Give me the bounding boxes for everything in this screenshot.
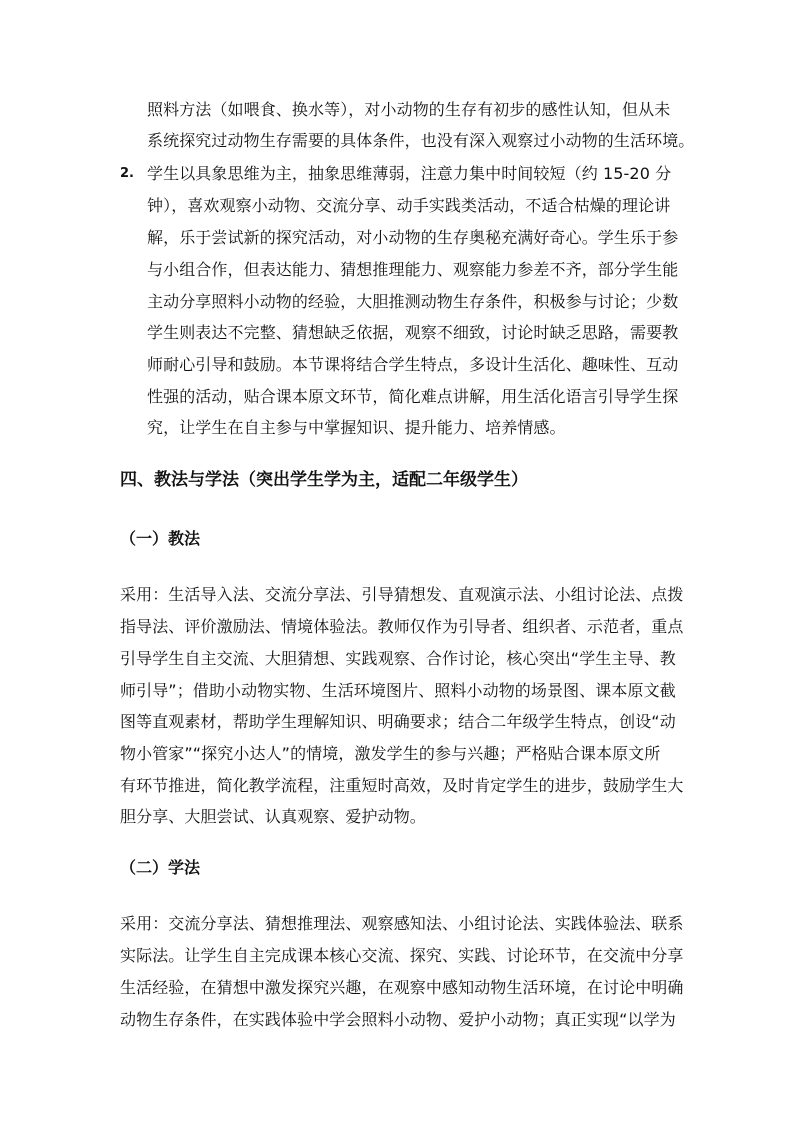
paragraph-line: 师引导”；借助小动物实物、生活环境图片、照料小动物的场景图、课本原文截 — [120, 681, 676, 700]
paragraph-line: 系统探究过动物生存需要的具体条件，也没有深入观察过小动物的生活环境。 — [147, 131, 695, 150]
paragraph-line: 师耐心引导和鼓励。本节课将结合学生特点，多设计生活化、趣味性、互动 — [147, 355, 679, 374]
paragraph-line: 指导法、评价激励法、情境体验法。教师仅作为引导者、组织者、示范者，重点 — [120, 617, 684, 636]
paragraph-line: 采用：交流分享法、猜想推理法、观察感知法、小组讨论法、实践体验法、联系 — [120, 914, 684, 933]
paragraph-line: 与小组合作，但表达能力、猜想推理能力、观察能力参差不齐，部分学生能 — [147, 260, 679, 279]
paragraph-line: 物小管家”“探究小达人”的情境，激发学生的参与兴趣；严格贴合课本原文所 — [120, 744, 661, 763]
paragraph-line: 有环节推进，简化教学流程，注重短时高效，及时肯定学生的进步，鼓励学生大 — [120, 776, 684, 795]
paragraph-line: 动物生存条件，在实践体验中学会照料小动物、爱护小动物；真正实现“以学为 — [120, 1010, 676, 1029]
paragraph-line: 究，让学生在自主参与中掌握知识、提升能力、培养情感。 — [147, 418, 566, 437]
paragraph-line: 胆分享、大胆尝试、认真观察、爱护动物。 — [120, 807, 426, 826]
subsection-heading: （二）学法 — [120, 858, 201, 877]
paragraph-line: 图等直观素材，帮助学生理解知识、明确要求；结合二年级学生特点，创设“动 — [120, 712, 676, 731]
paragraph-line: 生活经验，在猜想中激发探究兴趣，在观察中感知动物生活环境，在讨论中明确 — [120, 978, 684, 997]
paragraph-line: 解，乐于尝试新的探究活动，对小动物的生存奥秘充满好奇心。学生乐于参 — [147, 228, 679, 247]
section-heading: 四、教法与学法（突出学生学为主，适配二年级学生） — [120, 470, 528, 490]
paragraph-line: 性强的活动，贴合课本原文环节，简化难点讲解，用生活化语言引导学生探 — [147, 387, 679, 406]
subsection-heading: （一）教法 — [120, 529, 201, 548]
paragraph-line: 钟），喜欢观察小动物、交流分享、动手实践类活动，不适合枯燥的理论讲 — [147, 196, 671, 215]
paragraph-line: 实际法。让学生自主完成课本核心交流、探究、实践、讨论环节，在交流中分享 — [120, 946, 684, 965]
list-marker: 2. — [120, 166, 134, 181]
paragraph-line: 学生以具象思维为主，抽象思维薄弱，注意力集中时间较短（约 15-20 分 — [147, 164, 672, 183]
paragraph-line: 主动分享照料小动物的经验，大胆推测动物生存条件，积极参与讨论；少数 — [147, 292, 679, 311]
paragraph-line: 引导学生自主交流、大胆猜想、实践观察、合作讨论，核心突出“学生主导、教 — [120, 649, 676, 668]
paragraph-line: 照料方法（如喂食、换水等），对小动物的生存有初步的感性认知，但从未 — [147, 100, 671, 119]
paragraph-line: 学生则表达不完整、猜想缺乏依据，观察不细致，讨论时缺乏思路，需要教 — [147, 323, 679, 342]
paragraph-line: 采用：生活导入法、交流分享法、引导猜想发、直观演示法、小组讨论法、点拨 — [120, 585, 684, 604]
